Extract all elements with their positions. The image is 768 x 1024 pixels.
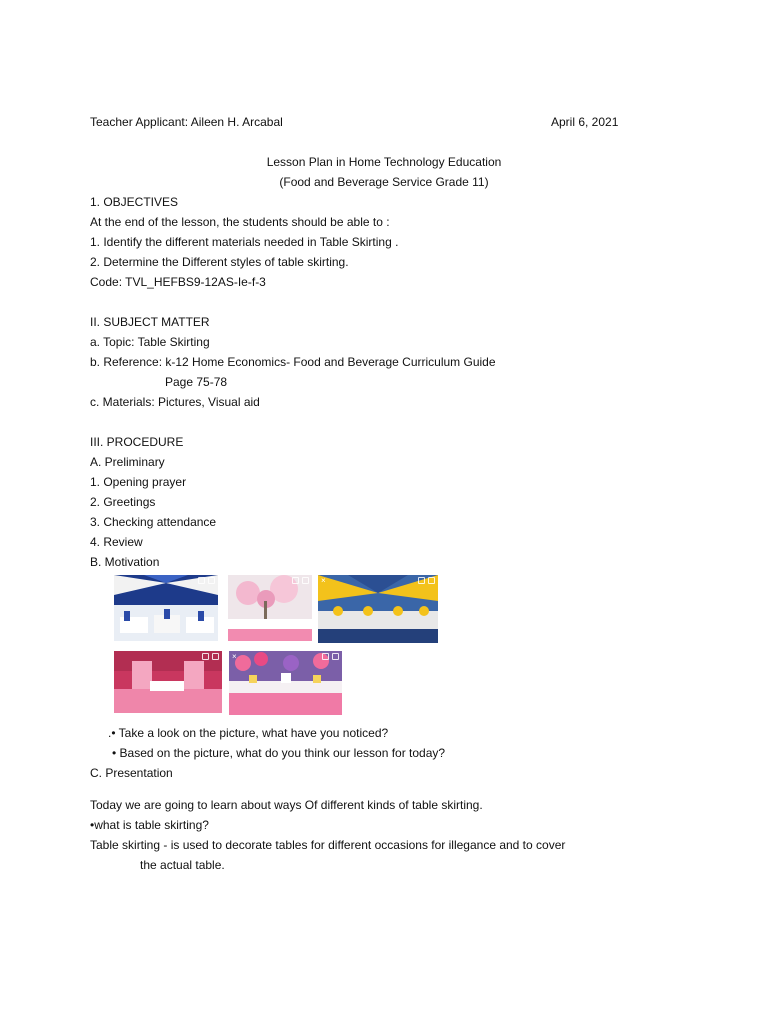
presentation-intro: Today we are going to learn about ways Of different kinds of table skirting. [90, 798, 483, 812]
preliminary-heading: A. Preliminary [90, 455, 165, 469]
share-icon [202, 653, 209, 660]
objective-item: 1. Identify the different materials needed in Table Skirting . [90, 235, 399, 249]
share-icon [292, 577, 299, 584]
expand-icon [302, 577, 309, 584]
event-photo-pink-buffet [229, 651, 342, 715]
topic-line: a. Topic: Table Skirting [90, 335, 210, 349]
expand-icon [332, 653, 339, 660]
lesson-date: April 6, 2021 [551, 115, 619, 129]
objectives-intro: At the end of the lesson, the students should be able to : [90, 215, 390, 229]
event-photo-pink-chairs [114, 651, 222, 713]
share-icon [322, 653, 329, 660]
share-icon [198, 577, 205, 584]
teacher-applicant: Teacher Applicant: Aileen H. Arcabal [90, 115, 283, 129]
procedure-step: 3. Checking attendance [90, 515, 217, 529]
lesson-title: Lesson Plan in Home Technology Education [266, 155, 502, 169]
event-photo-illustration [114, 575, 218, 641]
presentation-question: •what is table skirting? [90, 818, 209, 832]
close-icon: × [321, 576, 326, 585]
share-icon [418, 577, 425, 584]
objective-item: 2. Determine the Different styles of table skirting. [90, 255, 349, 269]
objectives-heading: 1. OBJECTIVES [90, 195, 179, 209]
event-photo-pink-flowers [228, 575, 312, 641]
definition-line: Table skirting - is used to decorate tables for different occasions for illegance and to cover [90, 838, 566, 852]
event-photo-illustration [114, 651, 222, 713]
presentation-heading: C. Presentation [90, 766, 173, 780]
motivation-heading: B. Motivation [90, 555, 160, 569]
motivation-question: .• Take a look on the picture, what have you noticed? [108, 726, 389, 740]
event-photo-yellow-blue [318, 575, 438, 643]
subject-matter-heading: II. SUBJECT MATTER [90, 315, 210, 329]
event-photo-illustration [228, 575, 312, 641]
competency-code: Code: TVL_HEFBS9-12AS-Ie-f-3 [90, 275, 266, 289]
procedure-step: 1. Opening prayer [90, 475, 187, 489]
event-photo-blue-white [114, 575, 218, 641]
procedure-step: 4. Review [90, 535, 143, 549]
expand-icon [428, 577, 435, 584]
definition-line-continued: the actual table. [140, 858, 225, 872]
event-photo-illustration [318, 575, 438, 643]
materials-line: c. Materials: Pictures, Visual aid [90, 395, 260, 409]
lesson-subtitle: (Food and Beverage Service Grade 11) [279, 175, 489, 189]
reference-line: b. Reference: k-12 Home Economics- Food and Beverage Curriculum Guide [90, 355, 496, 369]
expand-icon [208, 577, 215, 584]
event-photo-illustration [229, 651, 342, 715]
motivation-question: • Based on the picture, what do you think our lesson for today? [112, 746, 446, 760]
procedure-step: 2. Greetings [90, 495, 156, 509]
procedure-heading: III. PROCEDURE [90, 435, 184, 449]
reference-pages: Page 75-78 [165, 375, 228, 389]
expand-icon [212, 653, 219, 660]
close-icon: × [232, 652, 237, 661]
